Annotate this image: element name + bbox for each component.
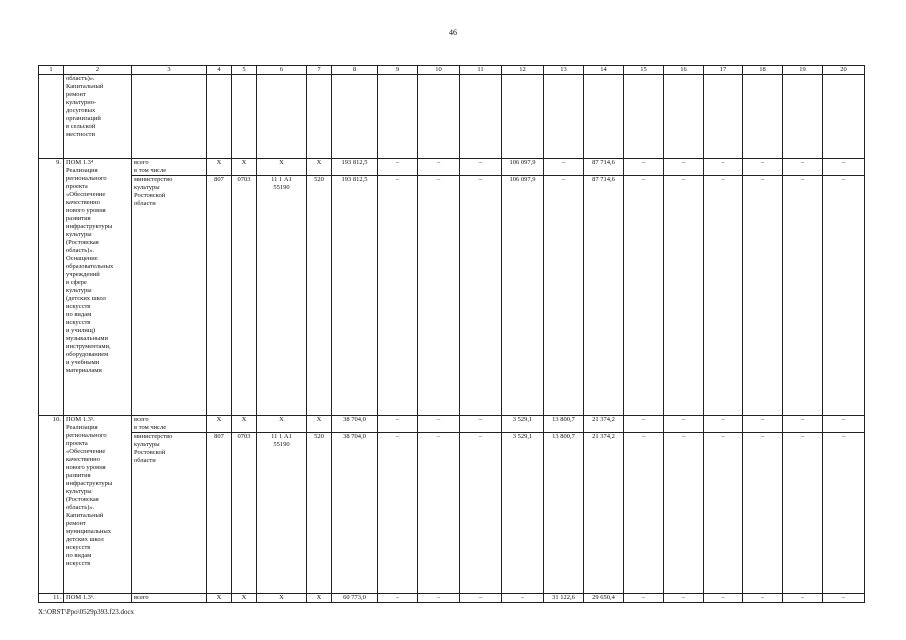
- grbs-code: X: [207, 416, 232, 433]
- amount-year: –: [502, 594, 544, 603]
- amount-year: –: [460, 416, 502, 433]
- amount-year: 87 714,6: [584, 176, 624, 416]
- grbs-code: 807: [207, 176, 232, 416]
- amount-year: 29 650,4: [584, 594, 624, 603]
- col-header: 9: [378, 66, 418, 75]
- amount-year: –: [624, 416, 664, 433]
- amount-year: –: [378, 176, 418, 416]
- row-number: [39, 75, 64, 159]
- expense-type: X: [307, 594, 332, 603]
- amount-year: 3 529,1: [502, 416, 544, 433]
- col-header: 4: [207, 66, 232, 75]
- amount-year: 21 374,2: [584, 416, 624, 433]
- measure-name: ПОМ 1.3⁴ Реализация регионального проекта «Обеспечение качественно нового уровня развития инфраструктуры культуры (Ростовская область)». Оснащение образовательных учреждений в сфере культуры (детских школ искусств по видам искусств и училищ) музыкальными инструментами, оборудованием и учебными материалами: [64, 159, 132, 416]
- amount-year: 106 097,9: [502, 176, 544, 416]
- file-path-footer: X:\ORST\Ppo\0529p393.f23.docx: [38, 608, 135, 616]
- amount-year: –: [664, 159, 704, 176]
- amount-year: –: [378, 594, 418, 603]
- target-code: X: [257, 594, 307, 603]
- amount-year: –: [418, 416, 460, 433]
- amount-year: –: [704, 594, 743, 603]
- amount-year: –: [460, 433, 502, 594]
- table-row: [39, 416, 865, 433]
- amount-year: –: [743, 416, 783, 433]
- col-header: 15: [624, 66, 664, 75]
- table-row: [39, 594, 865, 603]
- row-number: 9.: [39, 159, 64, 416]
- amount-year: –: [664, 433, 704, 594]
- target-code: 11 1 А1 55190: [257, 176, 307, 416]
- amount-year: –: [823, 594, 865, 603]
- grbs-code: X: [207, 594, 232, 603]
- col-header: 13: [544, 66, 584, 75]
- measure-name: ПОМ 1.3⁵. Реализация регионального проекта «Обеспечение качественно нового уровня развития инфраструктуры культуры (Ростовская область)». Капитальный ремонт муниципальных детских школ искусств по видам искусств: [64, 416, 132, 594]
- section-code: X: [232, 159, 257, 176]
- amount-year: –: [783, 416, 823, 433]
- expense-type: X: [307, 159, 332, 176]
- amount-year: –: [544, 176, 584, 416]
- amount-year: –: [544, 159, 584, 176]
- section-code: 0703: [232, 176, 257, 416]
- amount-year: –: [664, 416, 704, 433]
- col-header: 5: [232, 66, 257, 75]
- amount-year: –: [704, 176, 743, 416]
- target-code: 11 1 А1 55190: [257, 433, 307, 594]
- amount-year: –: [378, 159, 418, 176]
- amount-year: –: [378, 433, 418, 594]
- expense-type: 520: [307, 176, 332, 416]
- amount-year: 31 122,6: [544, 594, 584, 603]
- amount-year: –: [704, 416, 743, 433]
- amount-year: –: [378, 416, 418, 433]
- table-row: [39, 176, 865, 416]
- responsible: министерство культуры Ростовской области: [132, 176, 207, 416]
- grbs-code: 807: [207, 433, 232, 594]
- col-header: 17: [704, 66, 743, 75]
- section-code: 0703: [232, 433, 257, 594]
- amount-total: 193 812,5: [332, 176, 378, 416]
- target-code: X: [257, 416, 307, 433]
- column-number-row: [39, 66, 865, 75]
- amount-total: 38 704,0: [332, 433, 378, 594]
- amount-year: –: [823, 433, 865, 594]
- expense-type: X: [307, 416, 332, 433]
- amount-total: 60 773,0: [332, 594, 378, 603]
- table-row: [39, 159, 865, 176]
- amount-year: –: [664, 176, 704, 416]
- responsible: всего в том числе: [132, 416, 207, 433]
- amount-year: –: [743, 594, 783, 603]
- amount-total: 193 812,5: [332, 159, 378, 176]
- budget-table: [38, 65, 865, 603]
- amount-year: –: [783, 594, 823, 603]
- amount-year: –: [624, 594, 664, 603]
- col-header: 20: [823, 66, 865, 75]
- amount-year: –: [460, 176, 502, 416]
- col-header: 1: [39, 66, 64, 75]
- amount-total: 38 704,0: [332, 416, 378, 433]
- amount-year: 13 800,7: [544, 416, 584, 433]
- amount-year: –: [743, 433, 783, 594]
- col-header: 11: [460, 66, 502, 75]
- col-header: 8: [332, 66, 378, 75]
- responsible: всего в том числе: [132, 159, 207, 176]
- amount-year: –: [783, 433, 823, 594]
- section-code: X: [232, 594, 257, 603]
- col-header: 2: [64, 66, 132, 75]
- amount-year: –: [704, 159, 743, 176]
- responsible: министерство культуры Ростовской области: [132, 433, 207, 594]
- col-header: 14: [584, 66, 624, 75]
- amount-year: –: [460, 594, 502, 603]
- amount-year: –: [743, 176, 783, 416]
- continuation-row: [39, 75, 865, 159]
- table-row: [39, 433, 865, 594]
- col-header: 19: [783, 66, 823, 75]
- amount-year: –: [823, 416, 865, 433]
- amount-year: –: [743, 159, 783, 176]
- col-header: 10: [418, 66, 460, 75]
- col-header: 16: [664, 66, 704, 75]
- amount-year: 3 529,1: [502, 433, 544, 594]
- amount-year: –: [624, 433, 664, 594]
- col-header: 18: [743, 66, 783, 75]
- grbs-code: X: [207, 159, 232, 176]
- amount-year: –: [823, 159, 865, 176]
- amount-year: 21 374,2: [584, 433, 624, 594]
- expense-type: 520: [307, 433, 332, 594]
- amount-year: –: [783, 159, 823, 176]
- amount-year: –: [418, 594, 460, 603]
- row-number: 10.: [39, 416, 64, 594]
- col-header: 3: [132, 66, 207, 75]
- amount-year: –: [704, 433, 743, 594]
- amount-year: –: [624, 159, 664, 176]
- row-number: 11.: [39, 594, 64, 603]
- col-header: 12: [502, 66, 544, 75]
- amount-year: –: [460, 159, 502, 176]
- amount-year: 87 714,6: [584, 159, 624, 176]
- target-code: X: [257, 159, 307, 176]
- amount-year: 106 097,9: [502, 159, 544, 176]
- section-code: X: [232, 416, 257, 433]
- measure-name: областъ)». Капитальный ремонт культурно- досуговых организаций в сельской местности: [64, 75, 132, 159]
- col-header: 6: [257, 66, 307, 75]
- responsible: всего: [132, 594, 207, 603]
- amount-year: 13 800,7: [544, 433, 584, 594]
- amount-year: –: [823, 176, 865, 416]
- page-number: 46: [449, 28, 457, 37]
- amount-year: –: [783, 176, 823, 416]
- amount-year: –: [624, 176, 664, 416]
- amount-year: –: [418, 176, 460, 416]
- amount-year: –: [418, 159, 460, 176]
- col-header: 7: [307, 66, 332, 75]
- measure-name: ПОМ 1.3⁶.: [64, 594, 132, 603]
- amount-year: –: [418, 433, 460, 594]
- amount-year: –: [664, 594, 704, 603]
